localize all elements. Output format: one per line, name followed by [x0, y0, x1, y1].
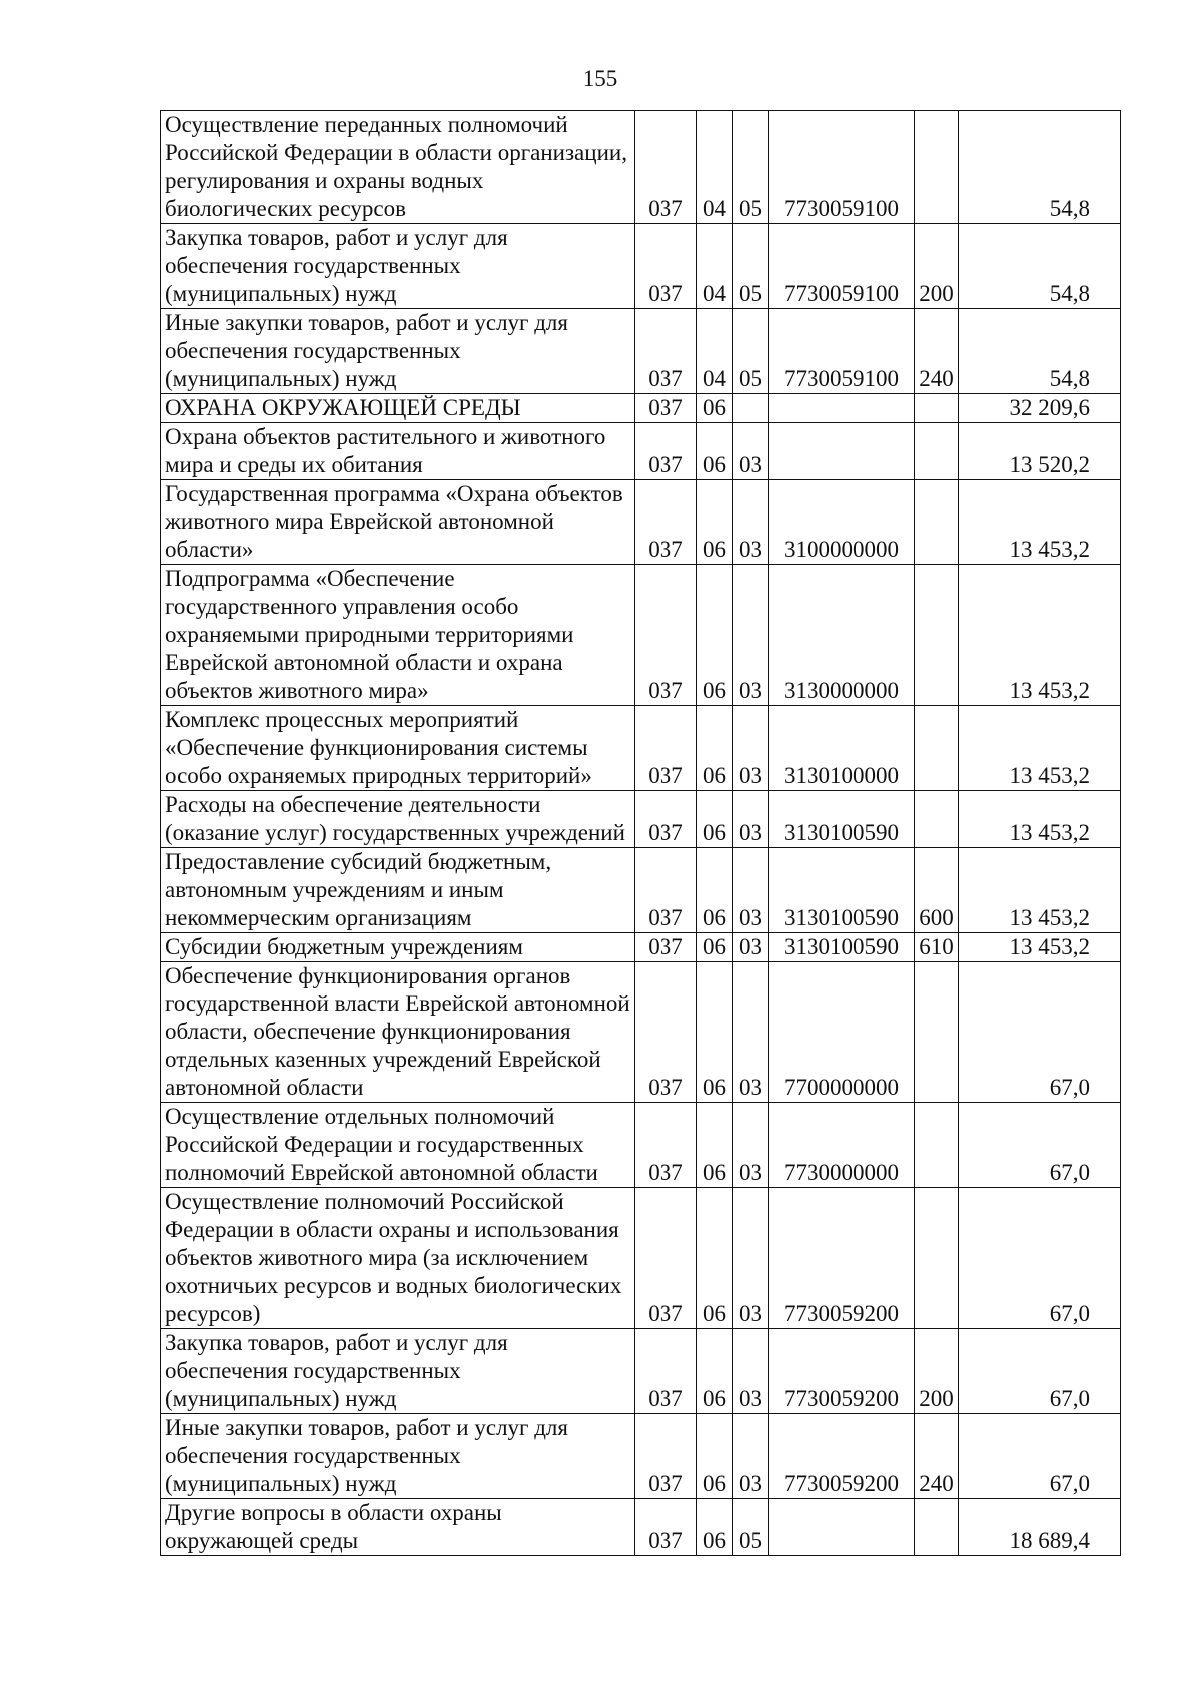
target-article-code: 7730059200: [769, 1414, 915, 1499]
target-article-code: 3100000000: [769, 480, 915, 565]
subsection-code: 03: [733, 423, 769, 480]
target-article-code: 3130100590: [769, 933, 915, 962]
target-article-code: 7730059100: [769, 309, 915, 394]
expense-type-code: [915, 791, 959, 848]
expense-type-code: [915, 480, 959, 565]
item-name: Закупка товаров, работ и услуг для обеспечения государственных (муниципальных) нужд: [161, 224, 635, 309]
item-name: Расходы на обеспечение деятельности (оказание услуг) государственных учреждений: [161, 791, 635, 848]
amount: 67,0: [959, 1188, 1121, 1329]
subsection-code: 03: [733, 1414, 769, 1499]
table-row: [161, 791, 1121, 848]
grbs-code: 037: [635, 309, 697, 394]
table-row: [161, 394, 1121, 423]
subsection-code: 05: [733, 224, 769, 309]
table-row: [161, 1329, 1121, 1414]
section-code: 06: [697, 848, 733, 933]
section-code: 06: [697, 1329, 733, 1414]
section-code: 06: [697, 791, 733, 848]
table-row: [161, 848, 1121, 933]
section-code: 06: [697, 423, 733, 480]
item-name: Закупка товаров, работ и услуг для обеспечения государственных (муниципальных) нужд: [161, 1329, 635, 1414]
amount: 18 689,4: [959, 1499, 1121, 1556]
table-row: [161, 706, 1121, 791]
item-name: Государственная программа «Охрана объектов животного мира Еврейской автономной области»: [161, 480, 635, 565]
grbs-code: 037: [635, 394, 697, 423]
subsection-code: 03: [733, 706, 769, 791]
subsection-code: 03: [733, 1188, 769, 1329]
target-article-code: 7730000000: [769, 1103, 915, 1188]
table-row: [161, 309, 1121, 394]
table-row: [161, 933, 1121, 962]
grbs-code: 037: [635, 1414, 697, 1499]
budget-table-body: [161, 111, 1121, 1556]
table-row: [161, 565, 1121, 706]
section-code: 06: [697, 933, 733, 962]
grbs-code: 037: [635, 962, 697, 1103]
grbs-code: 037: [635, 706, 697, 791]
item-name: Предоставление субсидий бюджетным, автономным учреждениям и иным некоммерческим организациям: [161, 848, 635, 933]
target-article-code: 7730059200: [769, 1188, 915, 1329]
subsection-code: 05: [733, 1499, 769, 1556]
expense-type-code: [915, 111, 959, 224]
target-article-code: 3130100000: [769, 706, 915, 791]
section-code: 06: [697, 394, 733, 423]
target-article-code: 7730059100: [769, 224, 915, 309]
section-code: 06: [697, 1103, 733, 1188]
item-name: Другие вопросы в области охраны окружающей среды: [161, 1499, 635, 1556]
target-article-code: 7730059100: [769, 111, 915, 224]
table-row: [161, 1188, 1121, 1329]
item-name: Иные закупки товаров, работ и услуг для обеспечения государственных (муниципальных) нужд: [161, 1414, 635, 1499]
section-code: 06: [697, 1499, 733, 1556]
subsection-code: [733, 394, 769, 423]
item-name: Охрана объектов растительного и животного мира и среды их обитания: [161, 423, 635, 480]
section-code: 06: [697, 1188, 733, 1329]
amount: 13 520,2: [959, 423, 1121, 480]
table-row: [161, 1499, 1121, 1556]
expense-type-code: 200: [915, 224, 959, 309]
item-name: ОХРАНА ОКРУЖАЮЩЕЙ СРЕДЫ: [161, 394, 635, 423]
expense-type-code: 240: [915, 309, 959, 394]
target-article-code: 3130100590: [769, 848, 915, 933]
subsection-code: 03: [733, 565, 769, 706]
amount: 54,8: [959, 111, 1121, 224]
target-article-code: 7700000000: [769, 962, 915, 1103]
target-article-code: 3130000000: [769, 565, 915, 706]
subsection-code: 03: [733, 933, 769, 962]
target-article-code: [769, 1499, 915, 1556]
section-code: 06: [697, 706, 733, 791]
amount: 54,8: [959, 309, 1121, 394]
expense-type-code: 200: [915, 1329, 959, 1414]
budget-table: [160, 110, 1121, 1556]
item-name: Осуществление полномочий Российской Федерации в области охраны и использования объектов животного мира (за исключением охотничьих ресурсов и водных биологических ресурсов): [161, 1188, 635, 1329]
grbs-code: 037: [635, 1329, 697, 1414]
section-code: 04: [697, 309, 733, 394]
amount: 13 453,2: [959, 565, 1121, 706]
subsection-code: 03: [733, 1103, 769, 1188]
grbs-code: 037: [635, 565, 697, 706]
subsection-code: 05: [733, 111, 769, 224]
amount: 67,0: [959, 1103, 1121, 1188]
grbs-code: 037: [635, 1103, 697, 1188]
item-name: Обеспечение функционирования органов государственной власти Еврейской автономной области, обеспечение функционирования отдельных казенных учреждений Еврейской автономной области: [161, 962, 635, 1103]
target-article-code: 7730059200: [769, 1329, 915, 1414]
grbs-code: 037: [635, 1499, 697, 1556]
item-name: Осуществление отдельных полномочий Российской Федерации и государственных полномочий Еврейской автономной области: [161, 1103, 635, 1188]
table-row: [161, 962, 1121, 1103]
subsection-code: 03: [733, 962, 769, 1103]
expense-type-code: [915, 394, 959, 423]
amount: 13 453,2: [959, 791, 1121, 848]
section-code: 06: [697, 1414, 733, 1499]
amount: 54,8: [959, 224, 1121, 309]
item-name: Подпрограмма «Обеспечение государственного управления особо охраняемыми природными территориями Еврейской автономной области и охрана объектов животного мира»: [161, 565, 635, 706]
section-code: 06: [697, 565, 733, 706]
amount: 67,0: [959, 1414, 1121, 1499]
amount: 13 453,2: [959, 933, 1121, 962]
subsection-code: 03: [733, 480, 769, 565]
grbs-code: 037: [635, 423, 697, 480]
table-row: [161, 1414, 1121, 1499]
grbs-code: 037: [635, 1188, 697, 1329]
amount: 13 453,2: [959, 848, 1121, 933]
grbs-code: 037: [635, 224, 697, 309]
grbs-code: 037: [635, 111, 697, 224]
expense-type-code: [915, 1103, 959, 1188]
amount: 32 209,6: [959, 394, 1121, 423]
table-row: [161, 480, 1121, 565]
section-code: 06: [697, 962, 733, 1103]
expense-type-code: [915, 1188, 959, 1329]
item-name: Осуществление переданных полномочий Российской Федерации в области организации, регулирования и охраны водных биологических ресурсов: [161, 111, 635, 224]
subsection-code: 03: [733, 1329, 769, 1414]
section-code: 04: [697, 111, 733, 224]
amount: 13 453,2: [959, 706, 1121, 791]
expense-type-code: [915, 962, 959, 1103]
grbs-code: 037: [635, 480, 697, 565]
table-row: [161, 111, 1121, 224]
grbs-code: 037: [635, 848, 697, 933]
expense-type-code: [915, 423, 959, 480]
amount: 13 453,2: [959, 480, 1121, 565]
item-name: Иные закупки товаров, работ и услуг для обеспечения государственных (муниципальных) нужд: [161, 309, 635, 394]
expense-type-code: 610: [915, 933, 959, 962]
grbs-code: 037: [635, 933, 697, 962]
target-article-code: [769, 394, 915, 423]
target-article-code: [769, 423, 915, 480]
page-number: 155: [582, 66, 618, 91]
item-name: Комплекс процессных мероприятий «Обеспечение функционирования системы особо охраняемых природных территорий»: [161, 706, 635, 791]
section-code: 04: [697, 224, 733, 309]
subsection-code: 05: [733, 309, 769, 394]
expense-type-code: [915, 565, 959, 706]
table-row: [161, 1103, 1121, 1188]
table-row: [161, 423, 1121, 480]
expense-type-code: [915, 1499, 959, 1556]
amount: 67,0: [959, 962, 1121, 1103]
expense-type-code: 240: [915, 1414, 959, 1499]
expense-type-code: [915, 706, 959, 791]
section-code: 06: [697, 480, 733, 565]
item-name: Субсидии бюджетным учреждениям: [161, 933, 635, 962]
subsection-code: 03: [733, 791, 769, 848]
grbs-code: 037: [635, 791, 697, 848]
target-article-code: 3130100590: [769, 791, 915, 848]
subsection-code: 03: [733, 848, 769, 933]
table-row: [161, 224, 1121, 309]
amount: 67,0: [959, 1329, 1121, 1414]
expense-type-code: 600: [915, 848, 959, 933]
